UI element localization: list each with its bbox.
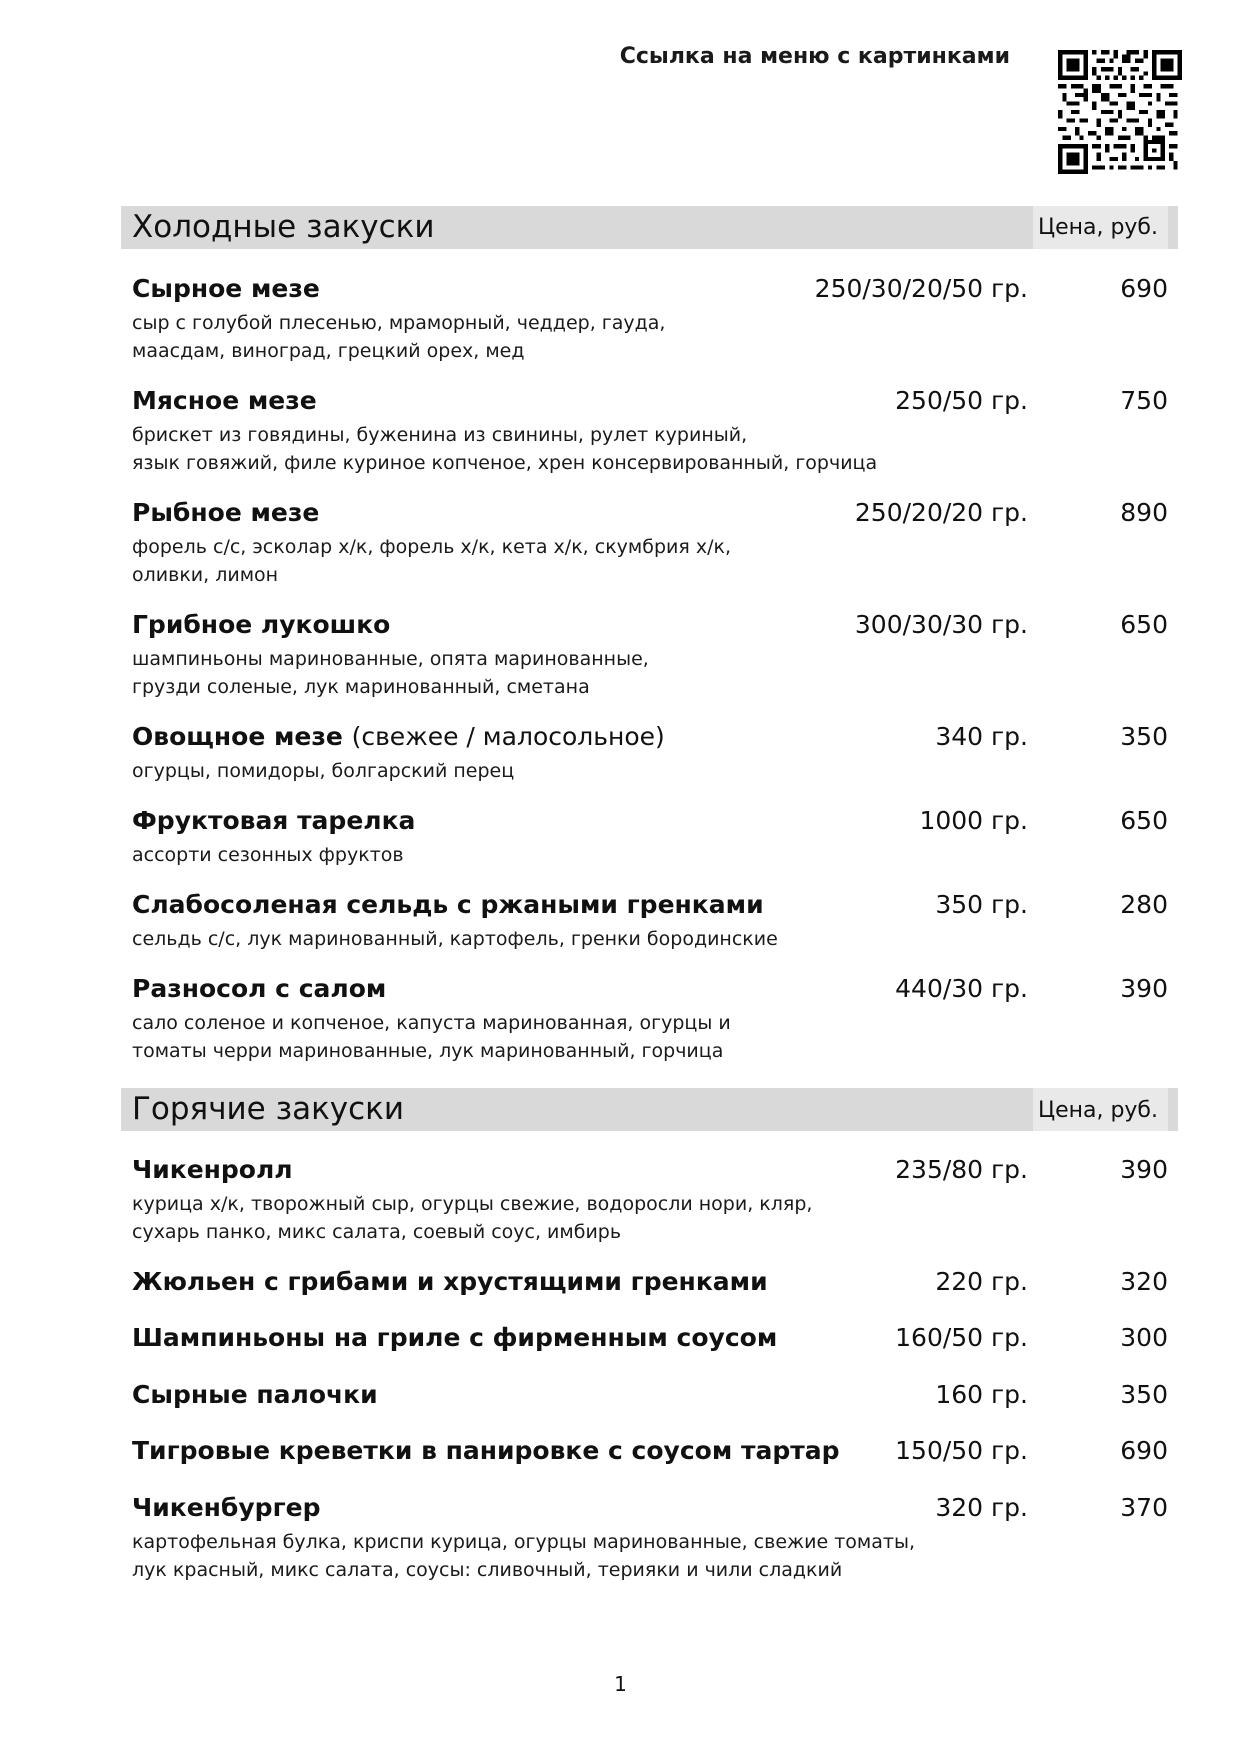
description-line: грузди соленые, лук маринованный, сметана [132, 676, 590, 698]
description-line: томаты черри маринованные, лук маринованный, горчица [132, 1040, 724, 1062]
item-name: Слабосоленая сельдь с ржаными гренками [132, 890, 764, 919]
description-line: картофельная булка, криспи курица, огурцы маринованные, свежие томаты, [132, 1531, 915, 1553]
item-weight: 250/50 гр. [895, 386, 1028, 415]
item-weight: 340 гр. [935, 722, 1028, 751]
item-name-suffix: (свежее / малосольное) [351, 722, 665, 751]
item-name: Сырные палочки [132, 1380, 378, 1409]
item-name: Грибное лукошко [132, 610, 391, 639]
item-name: Фруктовая тарелка [132, 806, 416, 835]
item-name: Тигровые креветки в панировке с соусом тартар [132, 1436, 840, 1465]
qr-code[interactable] [1058, 50, 1182, 174]
description-line: язык говяжий, филе куриное копченое, хрен консервированный, горчица [132, 452, 878, 474]
item-weight: 250/30/20/50 гр. [814, 274, 1028, 303]
description-line: маасдам, виноград, грецкий орех, мед [132, 340, 525, 362]
item-description [132, 421, 992, 477]
item-price: 280 [1120, 890, 1168, 919]
item-name-main: Овощное мезе [132, 722, 352, 751]
item-price: 370 [1120, 1493, 1168, 1522]
item-weight: 1000 гр. [919, 806, 1028, 835]
item-description [132, 757, 992, 785]
item-name: Сырное мезе [132, 274, 320, 303]
qr-caption: Ссылка на меню с картинками [619, 44, 1010, 69]
item-price: 750 [1120, 386, 1168, 415]
item-description [132, 925, 992, 953]
item-name: Жюльен с грибами и хрустящими гренками [132, 1267, 768, 1296]
description-line: курица х/к, творожный сыр, огурцы свежие, водоросли нори, кляр, [132, 1193, 813, 1215]
price-column-header [1033, 1088, 1168, 1131]
description-line: брискет из говядины, буженина из свинины, рулет куриный, [132, 424, 748, 446]
item-weight: 160/50 гр. [895, 1323, 1028, 1352]
item-weight: 250/20/20 гр. [854, 498, 1028, 527]
item-price: 320 [1120, 1267, 1168, 1296]
item-weight: 440/30 гр. [895, 974, 1028, 1003]
page-number: 1 [614, 1672, 627, 1696]
section-header-hot [121, 1088, 1178, 1131]
item-weight: 150/50 гр. [895, 1436, 1028, 1465]
item-weight: 300/30/30 гр. [854, 610, 1028, 639]
item-price: 890 [1120, 498, 1168, 527]
item-description [132, 309, 992, 365]
item-description [132, 1190, 992, 1246]
item-name [132, 722, 665, 751]
item-weight: 350 гр. [935, 890, 1028, 919]
item-name: Чикенролл [132, 1155, 293, 1184]
description-line: оливки, лимон [132, 564, 279, 586]
item-description [132, 533, 992, 589]
item-price: 350 [1120, 1380, 1168, 1409]
item-weight: 160 гр. [935, 1380, 1028, 1409]
item-price: 650 [1120, 610, 1168, 639]
description-line: огурцы, помидоры, болгарский перец [132, 760, 515, 782]
item-price: 350 [1120, 722, 1168, 751]
item-description [132, 645, 992, 701]
item-name: Рыбное мезе [132, 498, 320, 527]
item-price: 390 [1120, 1155, 1168, 1184]
description-line: лук красный, микс салата, соусы: сливочный, терияки и чили сладкий [132, 1559, 843, 1581]
item-name: Чикенбургер [132, 1493, 321, 1522]
description-line: сельдь с/с, лук маринованный, картофель, гренки бородинские [132, 928, 778, 950]
item-name: Разносол с салом [132, 974, 387, 1003]
item-price: 650 [1120, 806, 1168, 835]
item-price: 390 [1120, 974, 1168, 1003]
item-description [132, 1009, 992, 1065]
item-description [132, 1528, 992, 1584]
item-price: 300 [1120, 1323, 1168, 1352]
item-weight: 220 гр. [935, 1267, 1028, 1296]
section-header-cold [121, 206, 1178, 249]
description-line: шампиньоны маринованные, опята маринованные, [132, 648, 649, 670]
item-price: 690 [1120, 274, 1168, 303]
description-line: ассорти сезонных фруктов [132, 844, 404, 866]
item-description [132, 841, 992, 869]
item-name: Шампиньоны на гриле с фирменным соусом [132, 1323, 778, 1352]
description-line: сыр с голубой плесенью, мраморный, чеддер, гауда, [132, 312, 666, 334]
section-title: Горячие закуски [132, 1091, 405, 1127]
price-header-label: Цена, руб. [1037, 1098, 1158, 1123]
item-weight: 320 гр. [935, 1493, 1028, 1522]
description-line: форель с/с, эсколар х/к, форель х/к, кета х/к, скумбрия х/к, [132, 536, 732, 558]
section-title: Холодные закуски [132, 209, 435, 245]
price-header-label: Цена, руб. [1037, 215, 1158, 240]
description-line: сало соленое и копченое, капуста маринованная, огурцы и [132, 1012, 731, 1034]
item-weight: 235/80 гр. [895, 1155, 1028, 1184]
item-price: 690 [1120, 1436, 1168, 1465]
description-line: сухарь панко, микс салата, соевый соус, имбирь [132, 1221, 622, 1243]
item-name: Мясное мезе [132, 386, 317, 415]
price-column-header [1033, 206, 1168, 249]
